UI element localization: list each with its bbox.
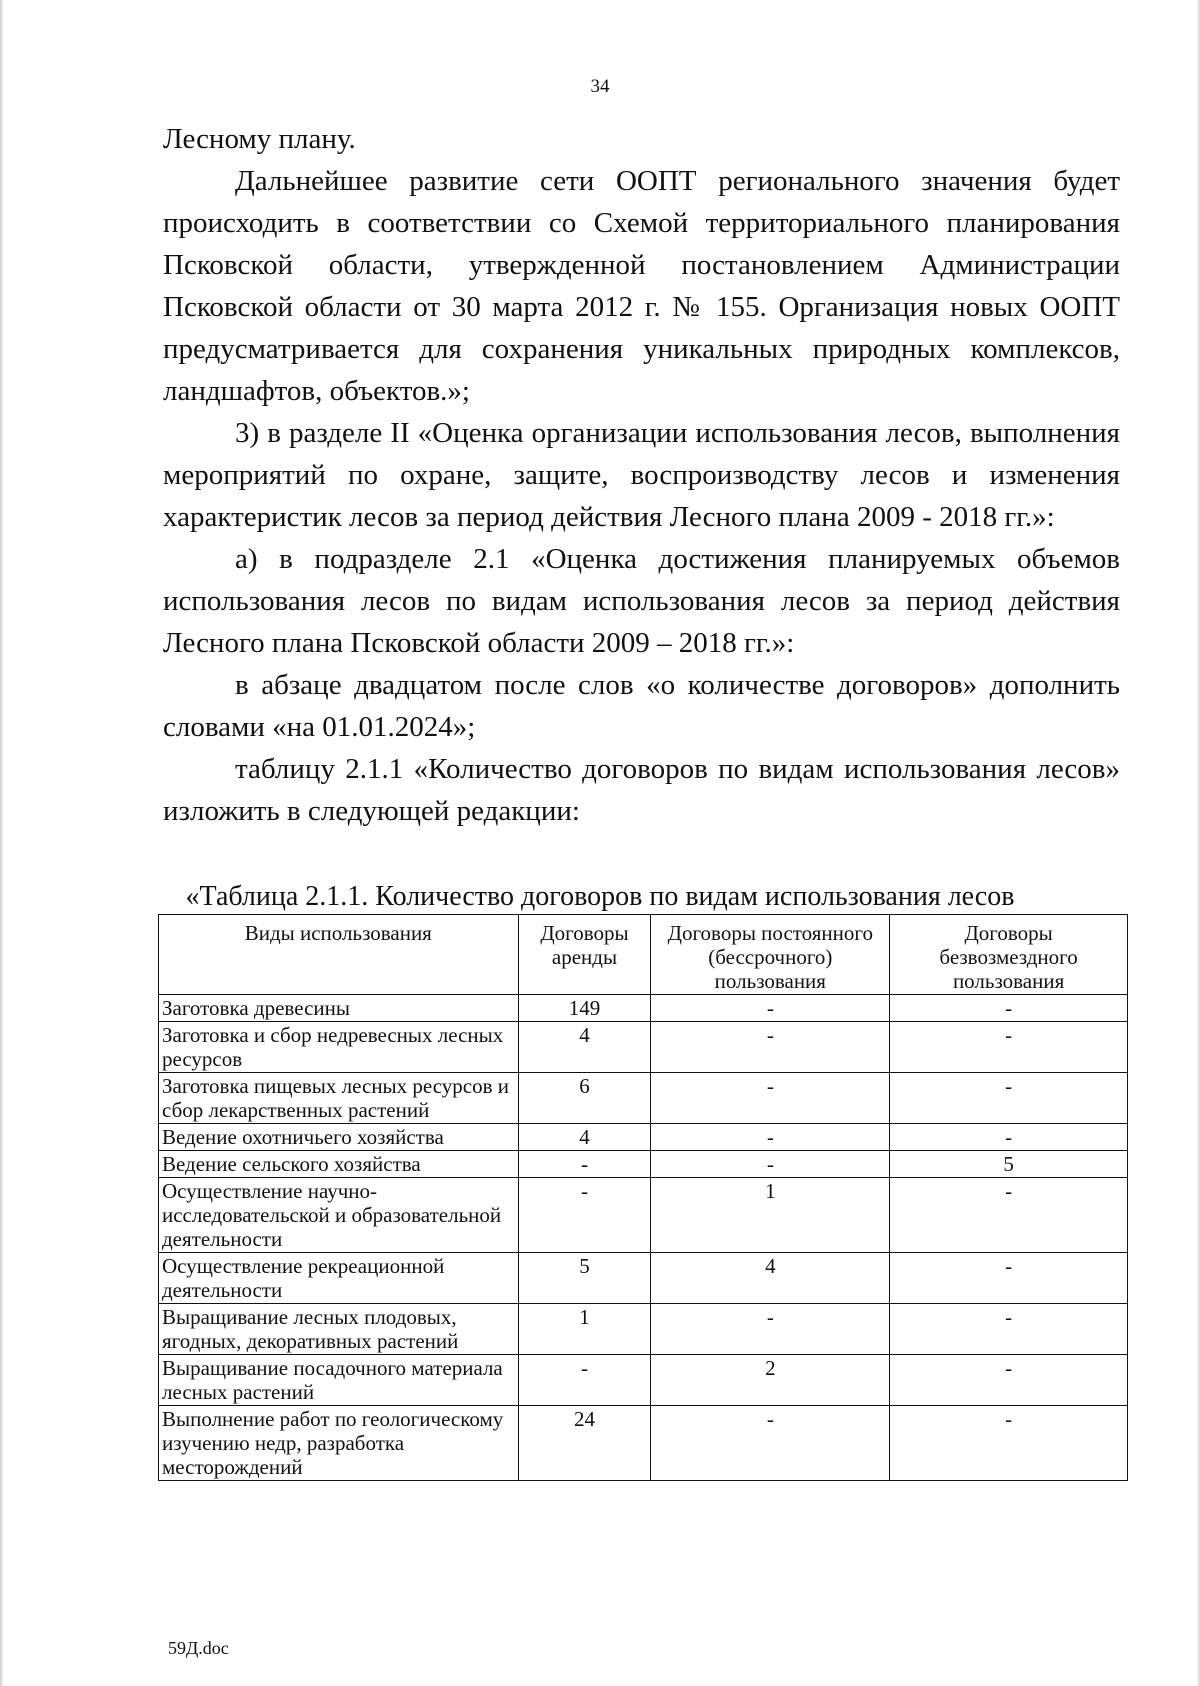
cell-permanent: - bbox=[651, 1124, 890, 1151]
cell-lease: 4 bbox=[518, 1022, 651, 1073]
table-row bbox=[159, 1178, 1128, 1253]
paragraph-section-ii: 3) в разделе II «Оценка организации использования лесов, выполнения мероприятий по охране, защите, воспроизводству лесов и изменения характеристик лесов за период действия Лесного плана 2009 - 2018 гг.»: bbox=[163, 417, 1120, 533]
header-lease: Договоры аренды bbox=[518, 915, 651, 995]
cell-kind: Выращивание посадочного материала лесных растений bbox=[159, 1355, 519, 1406]
table-row bbox=[159, 1022, 1128, 1073]
table-caption: «Таблица 2.1.1. Количество договоров по видам использования лесов bbox=[185, 881, 1015, 912]
cell-free: - bbox=[890, 1022, 1128, 1073]
scan-edge-right bbox=[1196, 0, 1200, 1686]
table-row bbox=[159, 1124, 1128, 1151]
paragraph-table-instruction: таблицу 2.1.1 «Количество договоров по видам использования лесов» изложить в следующей редакции: bbox=[163, 753, 1120, 827]
paragraph-subsection-2-1: а) в подразделе 2.1 «Оценка достижения планируемых объемов использования лесов по видам использования лесов за период действия Лесного плана Псковской области 2009 – 2018 гг.»: bbox=[163, 543, 1120, 659]
table-row bbox=[159, 1073, 1128, 1124]
cell-lease: 4 bbox=[518, 1124, 651, 1151]
cell-free: - bbox=[890, 1178, 1128, 1253]
table-row bbox=[159, 995, 1128, 1022]
table-row bbox=[159, 1253, 1128, 1304]
cell-permanent: - bbox=[651, 1304, 890, 1355]
cell-kind: Осуществление рекреационной деятельности bbox=[159, 1253, 519, 1304]
cell-kind: Заготовка древесины bbox=[159, 995, 519, 1022]
cell-permanent: 1 bbox=[651, 1178, 890, 1253]
cell-free: - bbox=[890, 1073, 1128, 1124]
cell-kind: Выполнение работ по геологическому изучению недр, разработка месторождений bbox=[159, 1406, 519, 1481]
cell-lease: 5 bbox=[518, 1253, 651, 1304]
cell-lease: 1 bbox=[518, 1304, 651, 1355]
body-text bbox=[163, 118, 1120, 832]
cell-permanent: - bbox=[651, 1151, 890, 1178]
cell-lease: - bbox=[518, 1355, 651, 1406]
contracts-table bbox=[158, 914, 1128, 1481]
cell-permanent: - bbox=[651, 995, 890, 1022]
cell-kind: Ведение охотничьего хозяйства bbox=[159, 1124, 519, 1151]
cell-kind: Выращивание лесных плодовых, ягодных, декоративных растений bbox=[159, 1304, 519, 1355]
table-row bbox=[159, 1355, 1128, 1406]
table-row bbox=[159, 1304, 1128, 1355]
header-permanent: Договоры постоянного (бессрочного) пользования bbox=[651, 915, 890, 995]
cell-free: - bbox=[890, 1406, 1128, 1481]
cell-lease: - bbox=[518, 1178, 651, 1253]
paragraph-twentieth-abzac: в абзаце двадцатом после слов «о количестве договоров» дополнить словами «на 01.01.2024»; bbox=[163, 669, 1120, 743]
cell-permanent: 4 bbox=[651, 1253, 890, 1304]
cell-free: - bbox=[890, 1124, 1128, 1151]
cell-free: - bbox=[890, 1304, 1128, 1355]
cell-kind: Ведение сельского хозяйства bbox=[159, 1151, 519, 1178]
cell-free: - bbox=[890, 1253, 1128, 1304]
cell-kind: Заготовка и сбор недревесных лесных ресурсов bbox=[159, 1022, 519, 1073]
cell-free: - bbox=[890, 995, 1128, 1022]
cell-permanent: - bbox=[651, 1406, 890, 1481]
table-header-row bbox=[159, 915, 1128, 995]
page-number: 34 bbox=[590, 76, 610, 97]
cell-permanent: - bbox=[651, 1022, 890, 1073]
cell-lease: - bbox=[518, 1151, 651, 1178]
cell-kind: Заготовка пищевых лесных ресурсов и сбор лекарственных растений bbox=[159, 1073, 519, 1124]
footer-filename: 59Д.doc bbox=[168, 1638, 229, 1658]
cell-lease: 24 bbox=[518, 1406, 651, 1481]
table-row bbox=[159, 1151, 1128, 1178]
cell-free: 5 bbox=[890, 1151, 1128, 1178]
cell-free: - bbox=[890, 1355, 1128, 1406]
paragraph-oopt-development: Дальнейшее развитие сети ООПТ регионального значения будет происходить в соответствии со Схемой территориального планирования Псковской области, утвержденной постановлением Администрации Псковской области от 30 марта 2012 г. № 155. Организация новых ООПТ предусматривается для сохранения уникальных природных комплексов, ландшафтов, объектов.»; bbox=[163, 165, 1120, 407]
cell-permanent: 2 bbox=[651, 1355, 890, 1406]
cell-permanent: - bbox=[651, 1073, 890, 1124]
paragraph-continuation: Лесному плану. bbox=[163, 123, 356, 155]
table-row bbox=[159, 1406, 1128, 1481]
header-free: Договоры безвозмездного пользования bbox=[890, 915, 1128, 995]
cell-lease: 149 bbox=[518, 995, 651, 1022]
scan-edge-left bbox=[0, 0, 4, 1686]
header-kind: Виды использования bbox=[159, 915, 519, 995]
cell-kind: Осуществление научно-исследовательской и образовательной деятельности bbox=[159, 1178, 519, 1253]
cell-lease: 6 bbox=[518, 1073, 651, 1124]
